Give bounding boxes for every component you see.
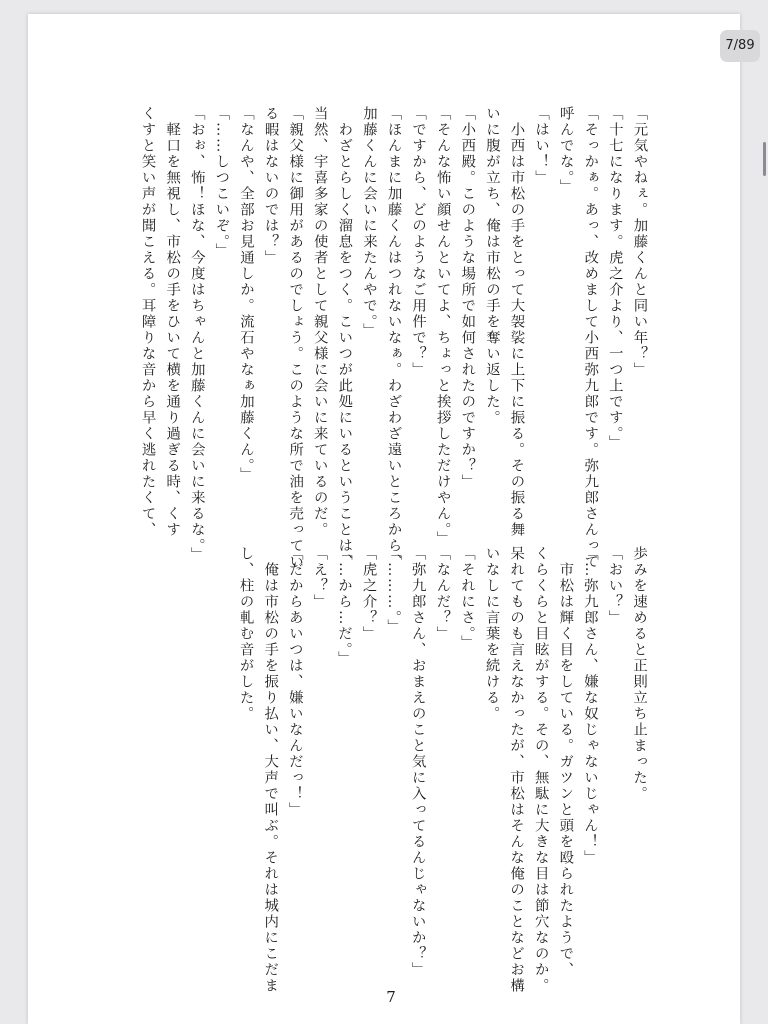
text-line: 「虎之介？」 — [360, 546, 377, 642]
text-line: 「弥九郎さん、おまえのこと気に入ってるんじゃないか？」 — [409, 546, 426, 978]
text-line: 「え？」 — [311, 546, 328, 610]
text-line: 呆れてものも言えなかったが、市松はそんな俺のことなどお構 — [508, 546, 525, 994]
text-line: 「…から…だ。」 — [335, 546, 352, 667]
text-line: 「親父様に御用があるのでしょう。このような所で油を売ってい — [287, 106, 304, 570]
text-line: くすと笑い声が聞こえる。耳障りな音から早く逃れたくて、 — [139, 106, 156, 538]
text-line: 市松は輝く目をしている。ガツンと頭を殴られたようで、 — [557, 546, 574, 978]
text-line: 「元気やねぇ。加藤くんと同い年？」 — [631, 106, 648, 378]
text-line: 俺は市松の手を振り払い、大声で叫ぶ。それは城内にこだま — [262, 546, 279, 994]
text-line: 「十七になります。虎之介より、一つ上です。」 — [606, 106, 623, 451]
text-line: 「だからあいつは、嫌いなんだっ！」 — [286, 546, 303, 818]
text-line: いに腹が立ち、俺は市松の手を奪い返した。 — [483, 106, 500, 426]
text-line: いなしに言葉を続ける。 — [483, 546, 500, 722]
text-line: わざとらしく溜息をつく。こいつが此処にいるということは、 — [336, 106, 353, 570]
text-line: 「………。」 — [385, 546, 402, 635]
text-line: 「小西殿。このような場所で如何されたのですか？」 — [459, 106, 476, 490]
text-line: 加藤くんに会いに来たんやで。」 — [360, 106, 377, 339]
text-line: る暇はないのでは？」 — [262, 106, 279, 266]
text-line: 「はい！」 — [533, 106, 550, 186]
scroll-indicator[interactable] — [763, 142, 766, 176]
page-counter-badge[interactable]: 7/89 — [720, 30, 760, 62]
text-line: し、柱の軋む音がした。 — [237, 546, 254, 722]
text-line: 「ですから、どのようなご用件で？」 — [410, 106, 427, 378]
text-line: 「……しつこいぞ。」 — [213, 106, 230, 259]
text-line: 「なんだ？」 — [434, 546, 451, 642]
text-line: 小西は市松の手をとって大袈裟に上下に振る。その振る舞 — [508, 106, 525, 538]
text-line: 「そっかぁ。あっ、改めまして小西弥九郎です。弥九郎さんって — [582, 106, 599, 570]
text-line: 「…弥九郎さん、嫌な奴じゃないじゃん！」 — [581, 546, 598, 866]
text-line: 呼んでな。」 — [557, 106, 574, 195]
page-number: 7 — [386, 988, 396, 1006]
text-block-lower — [233, 546, 651, 994]
book-page — [28, 14, 740, 1024]
text-line: 「そんな怖い顔せんといてよ、ちょっと挨拶しただけやん。」 — [434, 106, 451, 547]
text-line: 歩みを速めると正則立ち止まった。 — [631, 546, 648, 802]
text-line: 当然、宇喜多家の使者として親父様に会いに来ているのだ。 — [311, 106, 328, 538]
text-line: 「おぉ、怖！ほな、今度はちゃんと加藤くんに会いに来るな。」 — [188, 106, 205, 563]
text-line: くらくらと目眩がする。その、無駄に大きな目は節穴なのか。 — [532, 546, 549, 994]
text-block-upper — [135, 106, 651, 570]
text-line: 「ほんまに加藤くんはつれないなぁ。わざわざ遠いところから、 — [385, 106, 402, 570]
text-line: 「それにさ。」 — [458, 546, 475, 651]
text-line: 「なんや、全部お見通しか。流石やなぁ加藤くん。」 — [237, 106, 254, 483]
text-line: 軽口を無視し、市松の手をひいて横を通り過ぎる時、くす — [164, 106, 181, 538]
text-line: 「おい？」 — [606, 546, 623, 626]
